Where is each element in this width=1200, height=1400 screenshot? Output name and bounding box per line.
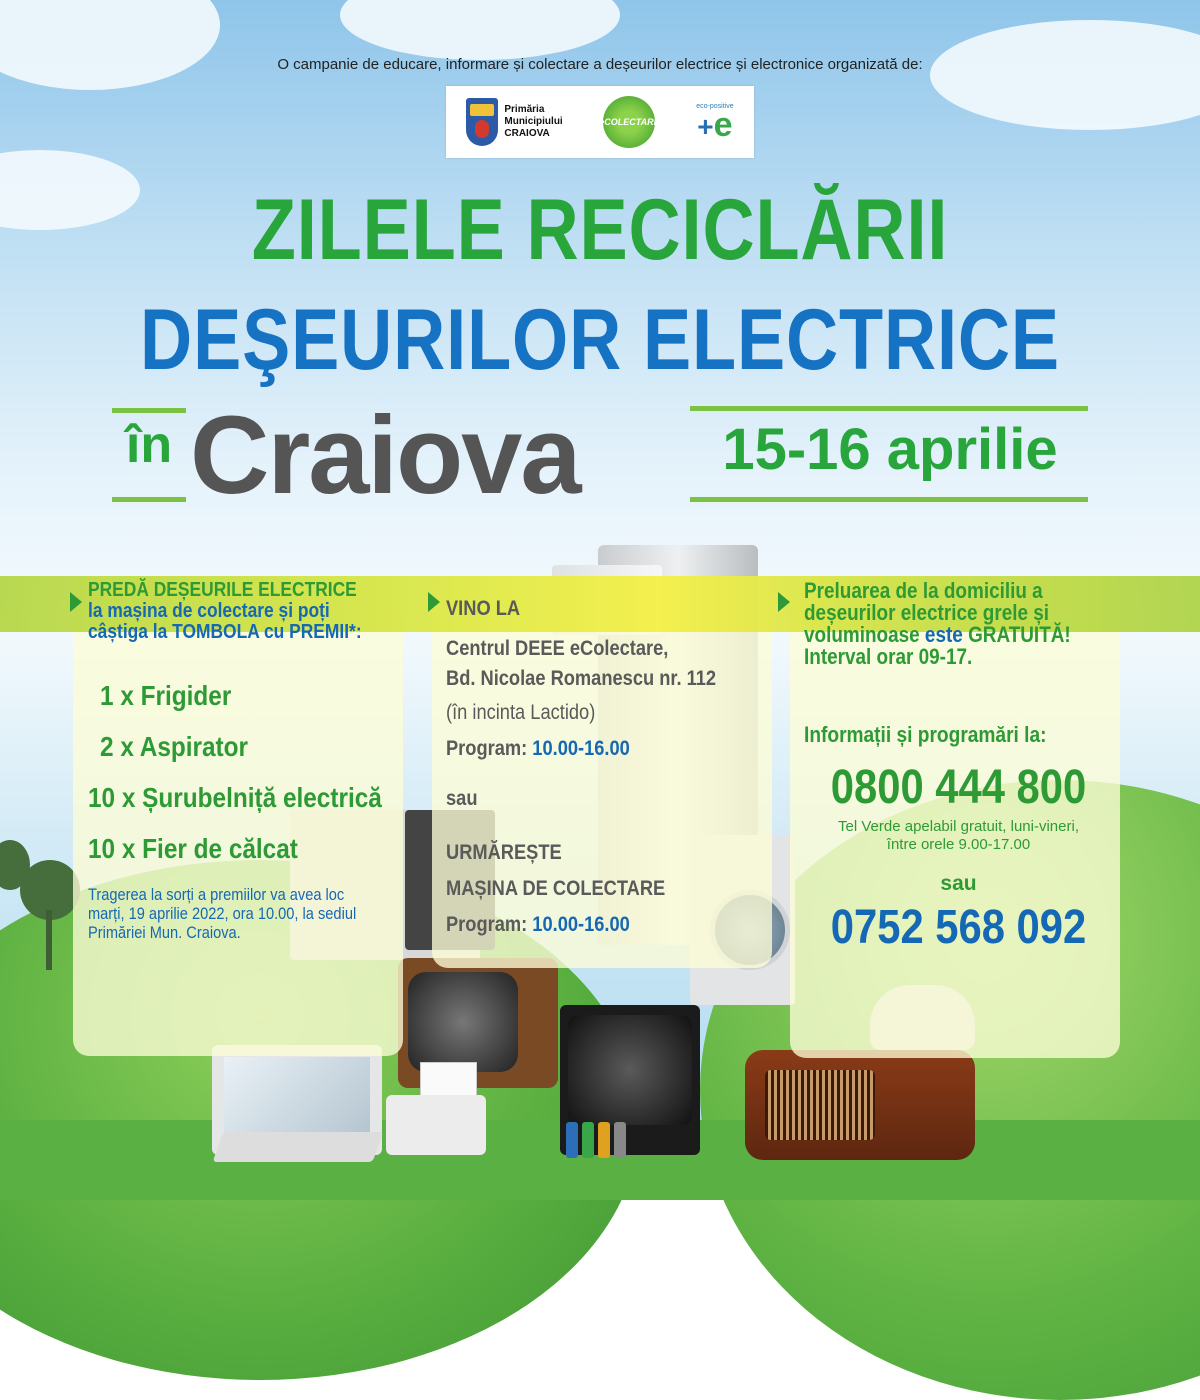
vino-la-label: VINO LA bbox=[446, 597, 521, 620]
divider-line bbox=[690, 406, 1088, 411]
old-tv-screen bbox=[408, 972, 518, 1072]
tree-trunk bbox=[46, 910, 52, 970]
prizes-heading-line2: la mașina de colectare și poți bbox=[88, 600, 330, 622]
prizes-heading-line3: câștiga la TOMBOLA cu PREMII*: bbox=[88, 621, 362, 643]
prizes-heading bbox=[88, 580, 375, 643]
prize-item: 10 x Fier de călcat bbox=[88, 833, 298, 864]
organizer-logos bbox=[446, 86, 754, 158]
follow-line1: URMĂREȘTE bbox=[446, 841, 562, 864]
program-hours: 10.00-16.00 bbox=[532, 737, 630, 760]
prize-item: 10 x Șurubelniță electrică bbox=[88, 782, 382, 813]
printer-image bbox=[386, 1095, 486, 1155]
arrow-icon bbox=[428, 592, 440, 612]
draw-note: Tragerea la sorți a premiilor va avea loc marți, 19 aprilie 2022, ora 10.00, la sediul Primăriei Mun. Craiova. bbox=[88, 885, 357, 942]
ecolectare-logo: eCOLECTARE bbox=[603, 96, 655, 148]
tv-screen bbox=[568, 1015, 692, 1125]
center-name: Centrul DEEE eColectare, bbox=[446, 637, 669, 660]
battery-icon bbox=[598, 1122, 610, 1158]
phone-note bbox=[796, 818, 1121, 854]
primaria-logo-line1: Primăria bbox=[504, 104, 545, 115]
title-line2: DEŞEURILOR ELECTRICE bbox=[140, 292, 1060, 388]
location-panel bbox=[432, 576, 772, 968]
center-address: Bd. Nicolae Romanescu nr. 112 bbox=[446, 667, 717, 690]
follow-line2: MAȘINA DE COLECTARE bbox=[446, 877, 666, 900]
pickup-heading-gratuita: GRATUITĂ! bbox=[968, 622, 1071, 647]
title-line1: ZILELE RECICLĂRII bbox=[251, 182, 949, 278]
or-label-2: sau bbox=[940, 872, 977, 895]
primaria-logo-line2: Municipiului bbox=[504, 116, 563, 127]
pickup-heading-voluminoase: voluminoase bbox=[804, 622, 920, 647]
phone-note-line1: Tel Verde apelabil gratuit, luni-vineri, bbox=[838, 818, 1079, 835]
ecopositive-mark-icon: +e bbox=[697, 105, 733, 144]
pickup-heading bbox=[804, 580, 1105, 668]
pickup-heading-line2: deșeurilor electrice grele și bbox=[804, 600, 1050, 625]
prizes-panel bbox=[73, 576, 403, 1056]
program2-hours: 10.00-16.00 bbox=[532, 913, 630, 936]
prizes-heading-line1: PREDĂ DEȘEURILE ELECTRICE bbox=[88, 579, 357, 601]
center-program bbox=[446, 736, 630, 761]
pickup-heading-line1: Preluarea de la domiciliu a bbox=[804, 578, 1043, 603]
primaria-logo-line3: CRAIOVA bbox=[504, 128, 550, 139]
monitor-screen bbox=[224, 1057, 370, 1141]
center-location: (în incinta Lactido) bbox=[446, 701, 596, 724]
event-dates: 15-16 aprilie bbox=[722, 417, 1058, 482]
radio-grill bbox=[765, 1070, 875, 1140]
pickup-interval: Interval orar 09-17. bbox=[804, 644, 973, 669]
arrow-icon bbox=[778, 592, 790, 612]
phone-number-2[interactable]: 0752 568 092 bbox=[830, 901, 1087, 954]
arrow-icon bbox=[70, 592, 82, 612]
program-label: Program: bbox=[446, 737, 528, 760]
program2-label: Program: bbox=[446, 913, 528, 936]
contact-heading: Informații și programări la: bbox=[804, 722, 1047, 747]
divider-line bbox=[690, 497, 1088, 502]
phone-number-1[interactable]: 0800 444 800 bbox=[830, 761, 1087, 814]
phone-note-line2: între orele 9.00-17.00 bbox=[886, 836, 1031, 853]
battery-icon bbox=[614, 1122, 626, 1158]
primaria-logo bbox=[466, 98, 562, 146]
pickup-heading-este: este bbox=[924, 622, 963, 647]
craiova-crest-icon bbox=[466, 98, 498, 146]
battery-icon bbox=[582, 1122, 594, 1158]
truck-program bbox=[446, 912, 630, 937]
prize-item: 2 x Aspirator bbox=[100, 731, 249, 762]
battery-icon bbox=[566, 1122, 578, 1158]
prize-item: 1 x Frigider bbox=[100, 680, 232, 711]
title-in: în bbox=[125, 416, 173, 474]
divider-line bbox=[112, 408, 186, 413]
divider-line bbox=[112, 497, 186, 502]
campaign-intro: O campanie de educare, informare și colectare a deșeurilor electrice și electronice organizată de: bbox=[277, 56, 923, 73]
title-city: Craiova bbox=[190, 394, 580, 517]
ecopositive-label: eco-positive bbox=[696, 102, 734, 110]
pickup-heading-line3 bbox=[804, 624, 1105, 646]
ecopositive-logo bbox=[696, 103, 733, 142]
or-label: sau bbox=[446, 787, 478, 810]
keyboard-image bbox=[213, 1132, 384, 1162]
